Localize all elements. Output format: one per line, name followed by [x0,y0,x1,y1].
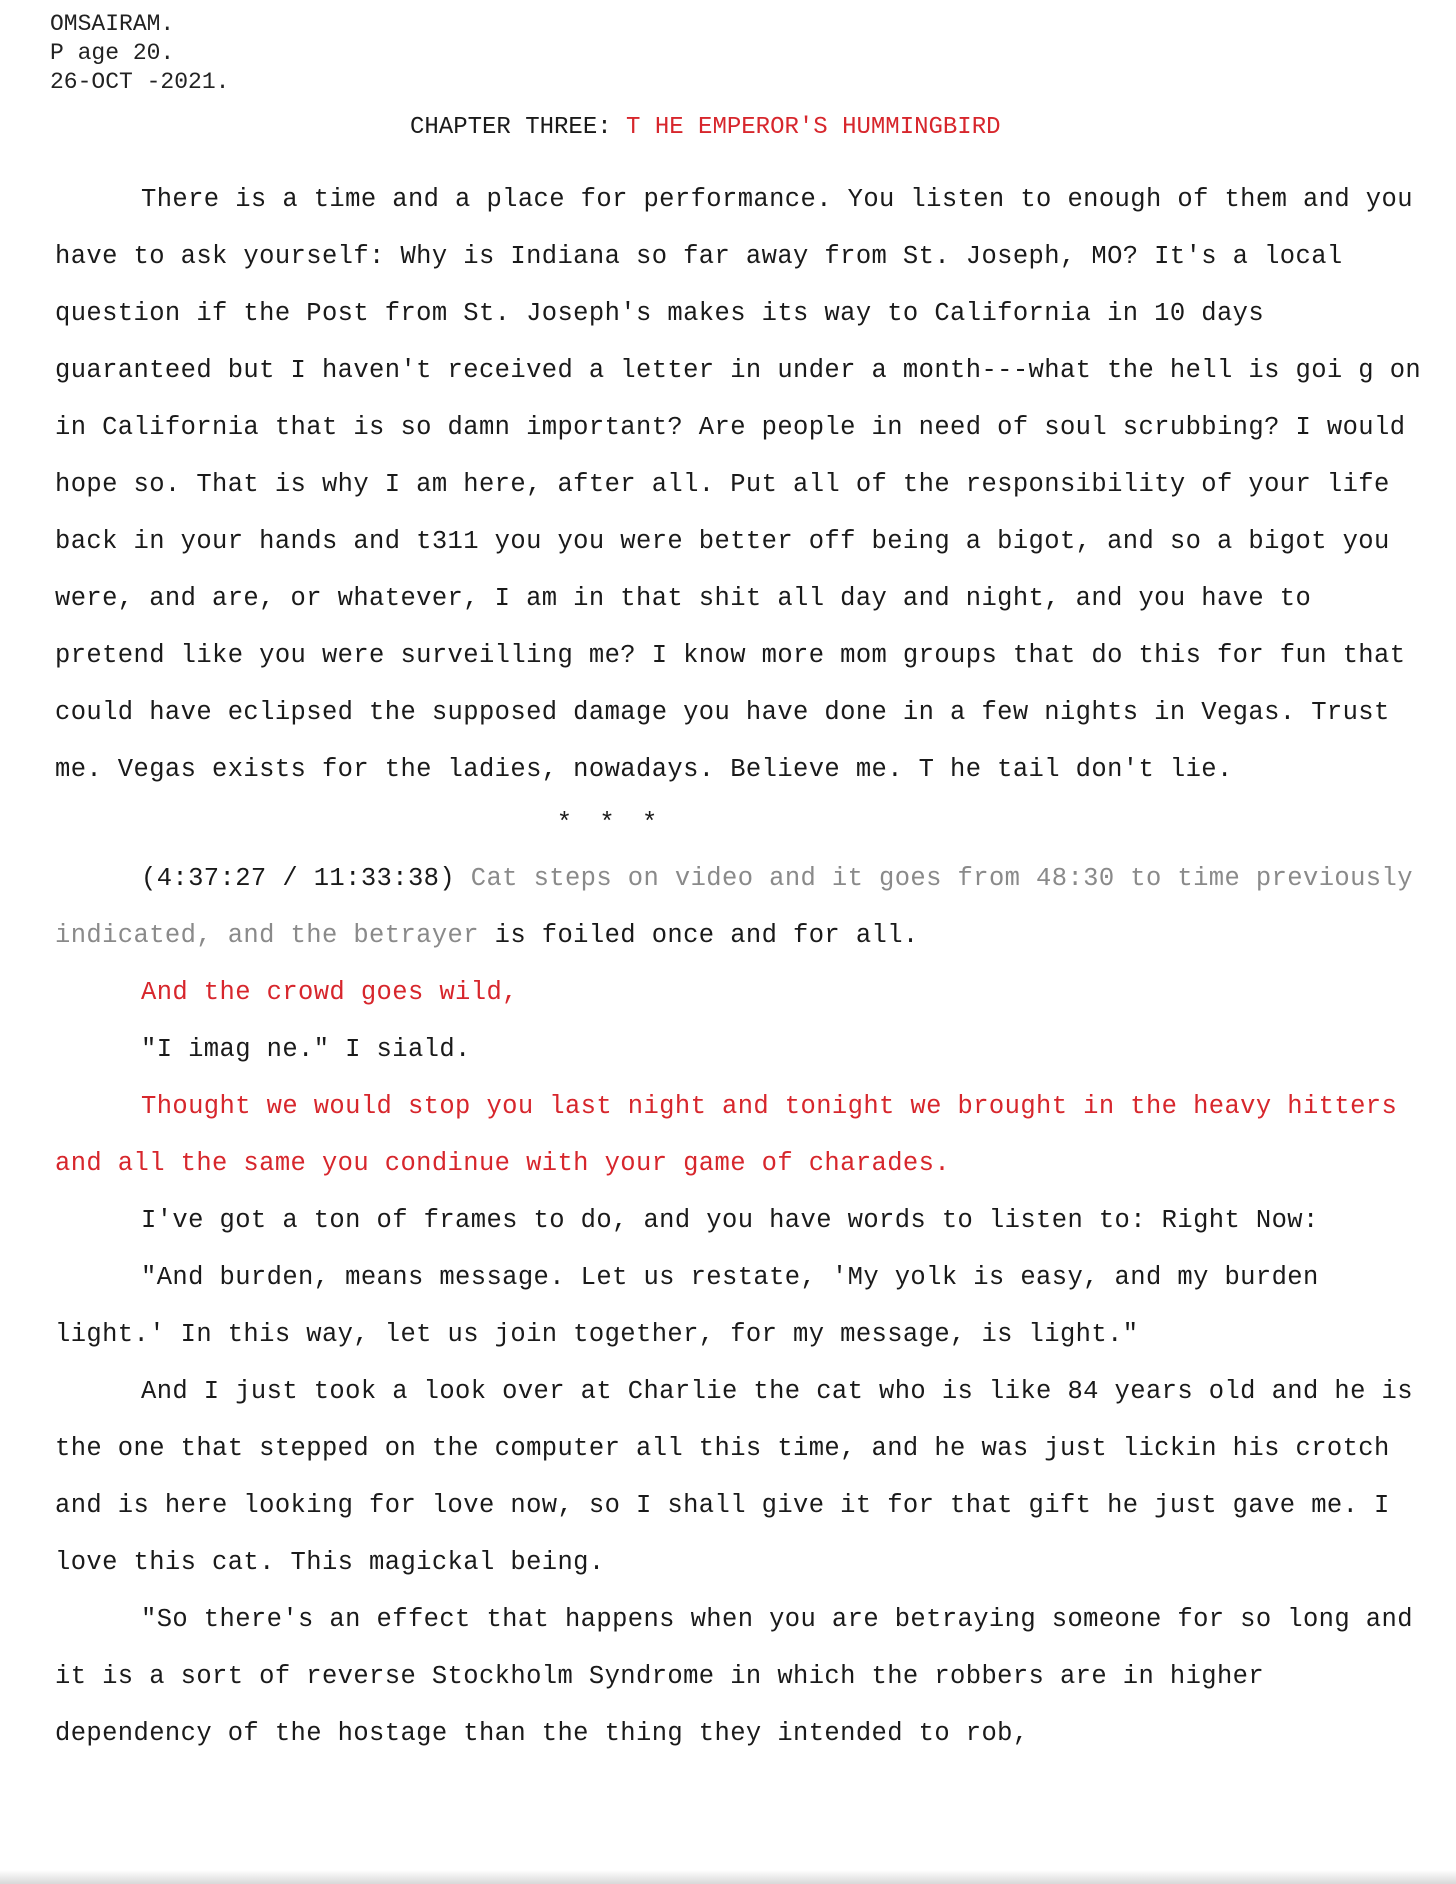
chapter-prefix: CHAPTER THREE: [410,114,627,141]
timestamp-text: (4:37:27 / 11:33:38) [141,864,456,893]
page-date: 26-OCT -2021. [50,69,230,95]
document-body [55,171,1435,1762]
paragraph-5: Thought we would stop you last night and tonight we brought in the heavy hitters and all the same you condinue with your game of charades. [55,1092,1398,1178]
paragraph-6: I've got a ton of frames to do, and you have words to listen to: Right Now: [141,1206,1319,1235]
chapter-title: T HE EMPEROR'S HUMMINGBIRD [626,114,1001,141]
page-header [50,10,229,97]
page-number: P age 20. [50,40,175,66]
paragraph-9: "So there's an effect that happens when you are betraying someone for so long and it is a sort of reverse Stockholm Syndrome in which the robbers are in higher dependency of the hostage than the thing they intended to rob, [55,1605,1413,1748]
paragraph-4: "I imag ne." I siald. [141,1035,471,1064]
paragraph-2-end: is foiled once and for all. [478,921,919,950]
paragraph-7: "And burden, means message. Let us restate, 'My yolk is easy, and my burden light.' In this way, let us join together, for my message, is light." [55,1263,1319,1349]
paragraph-3: And the crowd goes wild, [141,978,518,1007]
paragraph-8: And I just took a look over at Charlie the cat who is like 84 years old and he is the one that stepped on the computer all this time, and he was just lickin his crotch and is here looking for love now, so I shall give it for that gift he just gave me. I love this cat. This magickal being. [55,1377,1413,1577]
paragraph-1: There is a time and a place for performance. You listen to enough of them and you have to ask yourself: Why is Indiana so far away from St. Joseph, MO? It's a local question if the Post from St. Joseph's makes its way to California in 10 days guaranteed but I haven't received a letter in under a month---what the hell is goi g on in California that is so damn important? Are people in need of soul scrubbing? I would hope so. That is why I am here, after all. Put all of the responsibility of your life back in your hands and t311 you you were better off being a bigot, and so a bigot you were, and are, or whatever, I am in that shit all day and night, and you have to pretend like you were surveilling me? I know more mom groups that do this for fun that could have eclipsed the supposed damage you have done in a few nights in Vegas. Trust me. Vegas exists for the ladies, nowadays. Believe me. T he tail don't lie. [55,185,1422,784]
section-break: * * * [556,809,664,838]
chapter-heading [410,114,1001,141]
paragraph-2 [55,850,1435,964]
scan-edge [0,1870,1456,1884]
faded-text: Cat steps on video and it goes from 48:30 to time previously indicated, and the betrayer [55,864,1413,950]
header-title: OMSAIRAM. [50,11,175,37]
